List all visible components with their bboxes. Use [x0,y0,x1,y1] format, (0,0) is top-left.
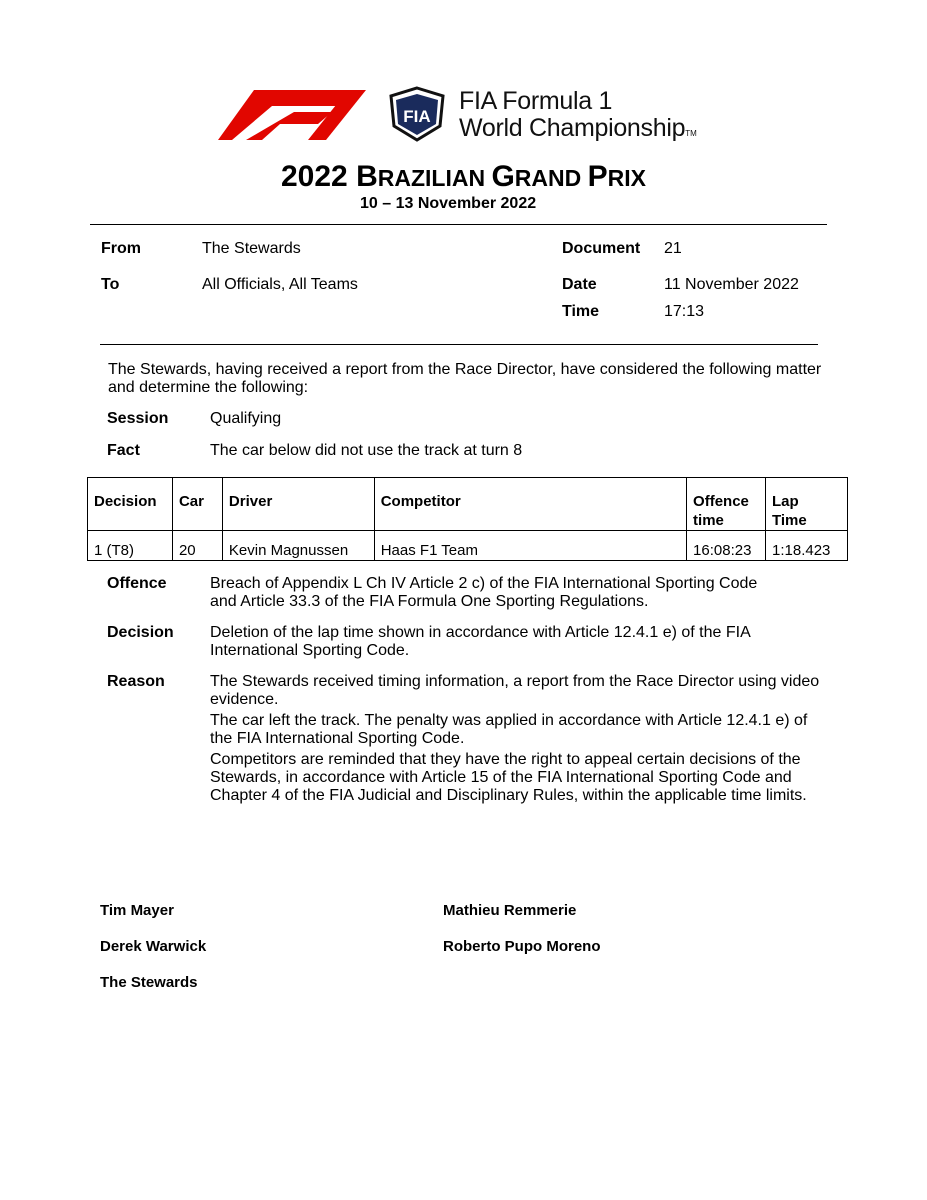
header-divider [90,224,827,225]
signature-tim-mayer: Tim Mayer [100,902,174,919]
event-dates: 10 – 13 November 2022 [360,195,537,212]
decision-label: Decision [107,624,174,641]
table-header-row [88,478,848,531]
logo-line1: FIA Formula 1 [459,87,613,115]
offence-line-1: Breach of Appendix L Ch IV Article 2 c) of the FIA International Sporting Code [210,575,758,592]
col-lap-time [766,478,848,531]
col-competitor: Competitor [374,478,686,531]
logo-tm: TM [685,129,697,138]
title-smallcaps-1: RAZILIAN [377,165,492,191]
session-value: Qualifying [210,410,282,427]
reason-value [210,673,830,808]
logo-line2-wrap [459,115,697,147]
col-offence-time-l2: time [693,512,724,529]
reason-p2-line-1: The car left the track. The penalty was applied in accordance with Article 12.4.1 e) of [210,712,808,729]
title-cap-b: B [356,160,378,193]
from-label: From [101,240,141,257]
reason-p1-line-2: evidence. [210,691,279,708]
title-year: 2022 [280,160,357,193]
reason-p2-line-2: the FIA International Sporting Code. [210,730,465,747]
intro-line-1: The Stewards, having received a report from the Race Director, have considered the following matter [108,361,822,378]
title-cap-p: P [587,160,608,193]
offence-line-2: and Article 33.3 of the FIA Formula One Sporting Regulations. [210,593,649,610]
date-value: 11 November 2022 [664,276,799,293]
signature-roberto-pupo-moreno: Roberto Pupo Moreno [443,938,601,955]
cell-driver: Kevin Magnussen [222,531,374,561]
time-value: 17:13 [664,303,705,320]
offence-value [210,575,830,611]
logo-wordmark [459,88,697,147]
col-offence-time-l1: Offence [693,493,749,510]
fact-value: The car below did not use the track at turn 8 [210,442,523,459]
reason-paragraph-1 [210,673,830,709]
signature-mathieu-remmerie: Mathieu Remmerie [443,902,577,919]
time-label: Time [562,303,600,320]
reason-paragraph-2 [210,712,830,748]
title-cap-g: G [491,160,515,193]
reason-label: Reason [107,673,165,690]
col-decision: Decision [88,478,173,531]
page-title [0,160,927,194]
title-smallcaps-2: RAND [514,165,588,191]
to-label: To [101,276,120,293]
document-label: Document [562,240,641,257]
signature-the-stewards: The Stewards [100,974,198,991]
reason-p3-line-3: Chapter 4 of the FIA Judicial and Disciplinary Rules, within the applicable time limits. [210,787,807,804]
decision-value [210,624,830,660]
reason-paragraph-3 [210,751,830,805]
intro-paragraph [108,361,821,397]
reason-p3-line-2: Stewards, in accordance with Article 15 of the FIA International Sporting Code and [210,769,792,786]
reason-p1-line-1: The Stewards received timing information, a report from the Race Director using video [210,673,820,690]
date-label: Date [562,276,597,293]
cell-car: 20 [172,531,222,561]
fia-f1-logo [218,86,718,146]
reason-p3-line-1: Competitors are reminded that they have the right to appeal certain decisions of the [210,751,801,768]
cell-competitor: Haas F1 Team [374,531,686,561]
col-lap-time-l2: Time [772,512,807,529]
title-smallcaps-3: RIX [607,165,646,191]
meta-divider [100,344,818,345]
col-lap-time-l1: Lap [772,493,799,510]
from-value: The Stewards [202,240,301,257]
cell-offence-time: 16:08:23 [687,531,766,561]
logo-line2: World Championship [459,114,686,142]
document-value: 21 [664,240,682,257]
penalty-table [87,477,848,561]
col-offence-time [687,478,766,531]
offence-label: Offence [107,575,167,592]
decision-line-1: Deletion of the lap time shown in accordance with Article 12.4.1 e) of the FIA [210,624,751,641]
to-value: All Officials, All Teams [202,276,358,293]
cell-lap-time: 1:18.423 [766,531,848,561]
cell-decision: 1 (T8) [88,531,173,561]
table-row [88,531,848,561]
intro-line-2: and determine the following: [108,379,309,396]
f1-logo-icon [218,90,380,140]
fia-badge-icon [386,86,448,142]
decision-line-2: International Sporting Code. [210,642,410,659]
fia-badge-text: FIA [403,107,431,126]
fact-label: Fact [107,442,140,459]
col-driver: Driver [222,478,374,531]
signature-derek-warwick: Derek Warwick [100,938,207,955]
session-label: Session [107,410,169,427]
col-car: Car [172,478,222,531]
